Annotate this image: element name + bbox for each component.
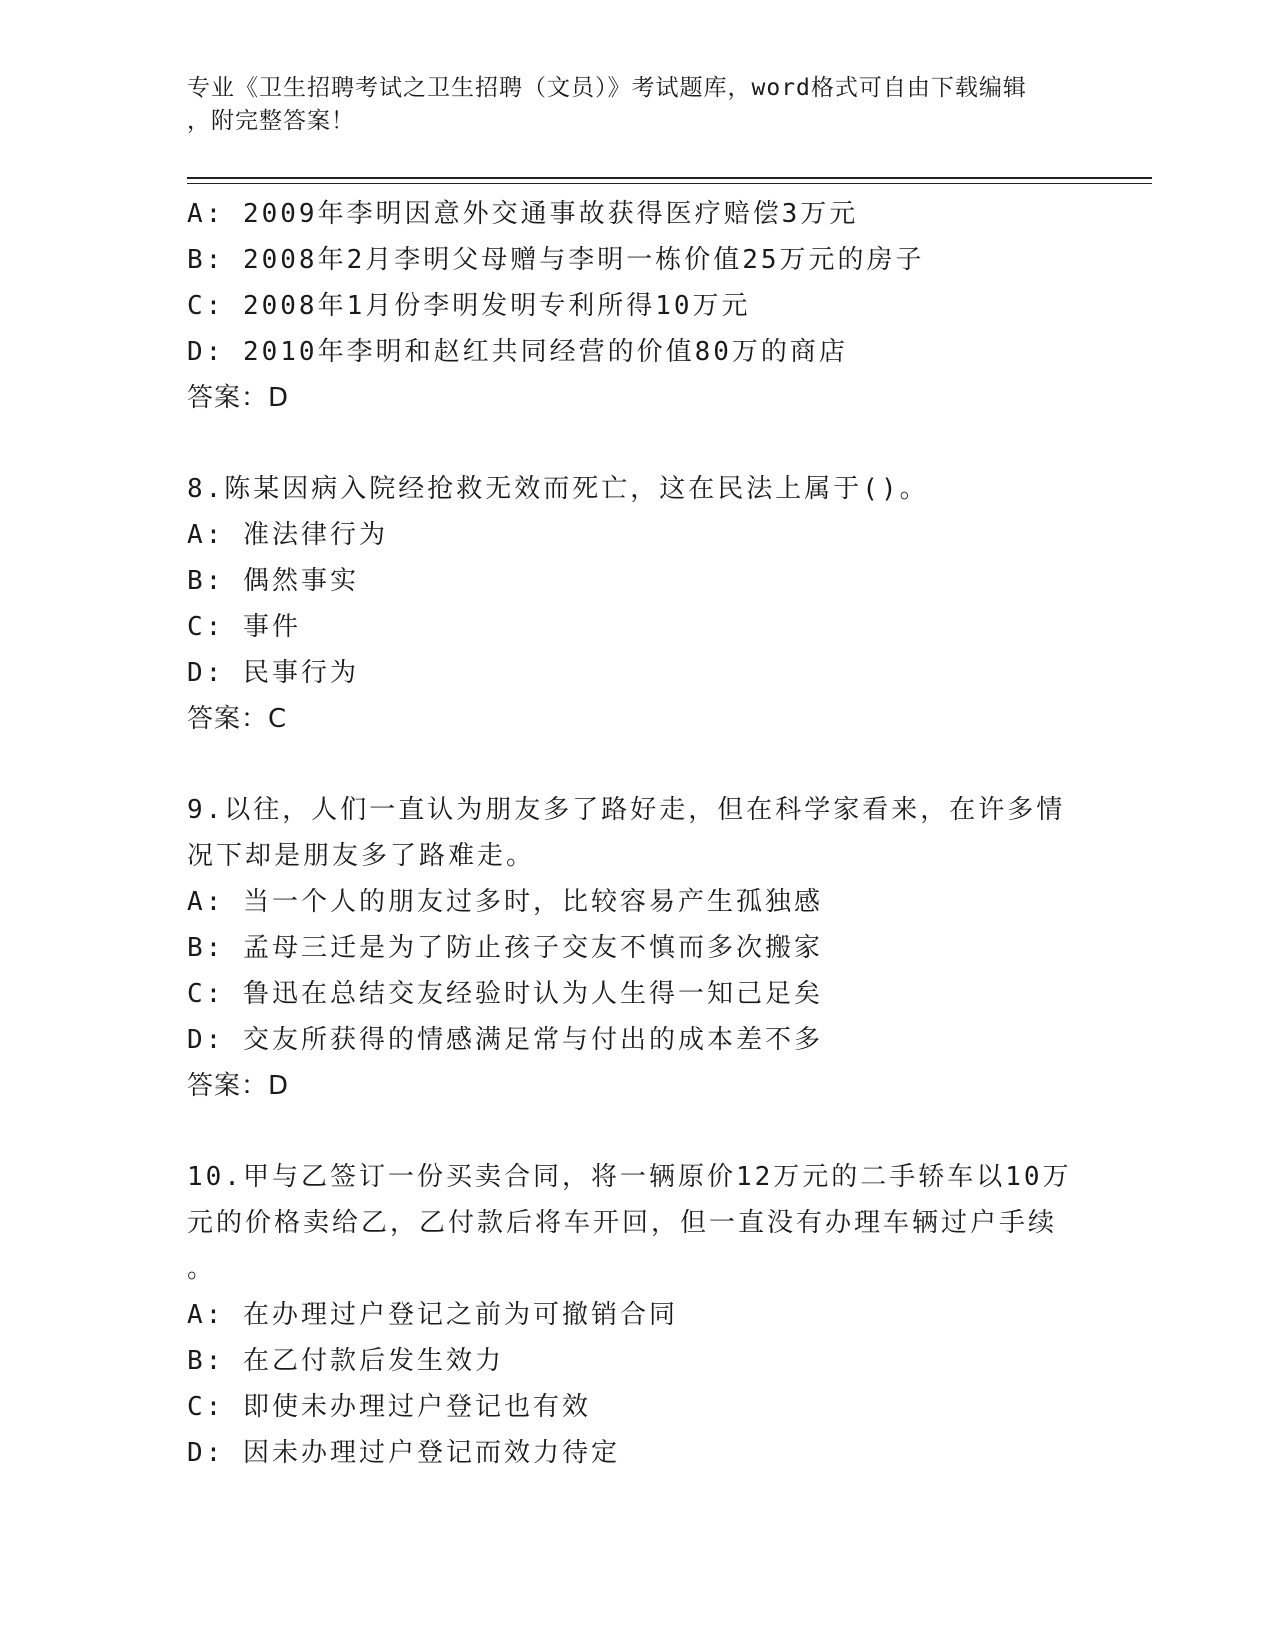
document-header <box>187 72 1087 138</box>
question-7 <box>187 191 1152 421</box>
option-a: A: 2009年李明因意外交通事故获得医疗赔偿3万元 <box>187 199 859 229</box>
stem-line: 9.以往，人们一直认为朋友多了路好走，但在科学家看来，在许多情 <box>187 795 1066 825</box>
header-title-line-1: 专业《卫生招聘考试之卫生招聘（文员）》考试题库，word格式可自由下载编辑 <box>187 75 1027 101</box>
answer-line: 答案：D <box>187 383 290 413</box>
option-d: D: 2010年李明和赵红共同经营的价值80万的商店 <box>187 337 848 367</box>
answer-line: 答案：D <box>187 1071 290 1101</box>
header-rule-thick <box>187 177 1152 179</box>
option-b: B: 孟母三迁是为了防止孩子交友不慎而多次搬家 <box>187 933 823 963</box>
stem-line: 况下却是朋友多了路难走。 <box>187 841 536 871</box>
question-8 <box>187 466 1152 742</box>
stem-line: 8.陈某因病入院经抢救无效而死亡，这在民法上属于()。 <box>187 474 929 504</box>
option-a: A: 当一个人的朋友过多时，比较容易产生孤独感 <box>187 887 823 917</box>
document-body <box>187 191 1152 1476</box>
option-a: A: 准法律行为 <box>187 520 388 550</box>
question-stem <box>187 466 1067 512</box>
option-d: D: 民事行为 <box>187 658 359 688</box>
header-rule-thin <box>187 183 1152 184</box>
stem-line: 。 <box>187 1254 217 1284</box>
option-d: D: 交友所获得的情感满足常与付出的成本差不多 <box>187 1025 823 1055</box>
question-9 <box>187 787 1152 1109</box>
stem-line: 10.甲与乙签订一份买卖合同，将一辆原价12万元的二手轿车以10万 <box>187 1162 1072 1192</box>
option-c: C: 事件 <box>187 612 301 642</box>
option-c: C: 2008年1月份李明发明专利所得10万元 <box>187 291 751 321</box>
option-c: C: 鲁迅在总结交友经验时认为人生得一知己足矣 <box>187 979 823 1009</box>
option-a: A: 在办理过户登记之前为可撤销合同 <box>187 1300 678 1330</box>
question-stem <box>187 787 1067 879</box>
header-title-line-2: ，附完整答案！ <box>187 108 355 134</box>
question-stem <box>187 1154 1072 1292</box>
option-b: B: 在乙付款后发生效力 <box>187 1346 504 1376</box>
question-10 <box>187 1154 1152 1476</box>
option-b: B: 偶然事实 <box>187 566 359 596</box>
stem-line: 元的价格卖给乙，乙付款后将车开回，但一直没有办理车辆过户手续 <box>187 1208 1058 1238</box>
option-c: C: 即使未办理过户登记也有效 <box>187 1392 591 1422</box>
option-b: B: 2008年2月李明父母赠与李明一栋价值25万元的房子 <box>187 245 925 275</box>
answer-line: 答案：C <box>187 704 288 734</box>
option-d: D: 因未办理过户登记而效力待定 <box>187 1438 620 1468</box>
